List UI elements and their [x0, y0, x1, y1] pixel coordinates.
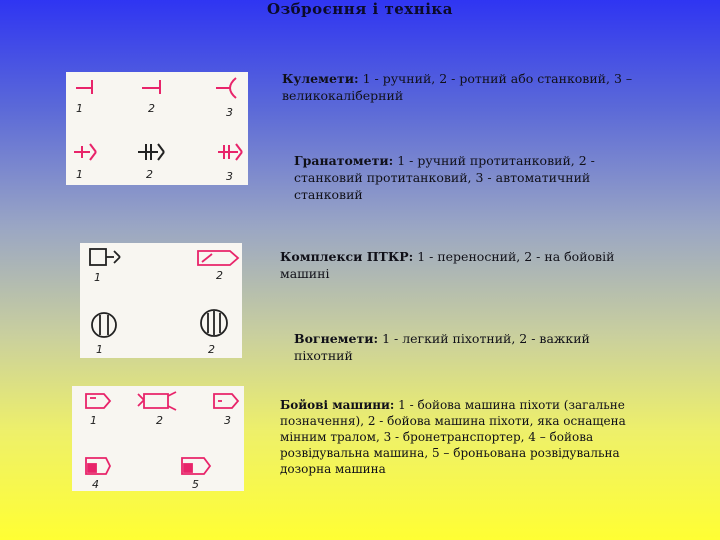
- recon-vehicle-symbol: [86, 458, 110, 474]
- section-text: 1 - переносний, 2 - на бойовій машині: [280, 249, 615, 281]
- automatic-grenade-launcher-symbol: [218, 144, 242, 160]
- combat-vehicles-symbols-panel: [72, 386, 244, 491]
- ifv-general-symbol: [86, 394, 110, 408]
- vehicle-atgm-symbol: [198, 251, 238, 265]
- heavy-machine-gun-symbol: [216, 78, 236, 98]
- label-3: 3: [226, 106, 233, 119]
- section-text: 1 - легкий піхотний, 2 - важкий піхотний: [294, 331, 590, 363]
- label-1: 1: [94, 271, 101, 284]
- label-3: 3: [226, 170, 233, 183]
- section-term: Кулемети:: [282, 71, 359, 86]
- label-1: 1: [90, 414, 97, 427]
- apc-symbol: [214, 394, 238, 408]
- page-title: Озброєння і техніка: [267, 0, 453, 18]
- label-1: 1: [76, 168, 83, 181]
- section-term: Вогнемети:: [294, 331, 379, 346]
- company-machine-gun-symbol: [142, 80, 160, 94]
- armored-recon-patrol-vehicle-symbol: [182, 458, 210, 474]
- label-2: 2: [148, 102, 155, 115]
- label-1: 1: [76, 102, 83, 115]
- heavy-flamethrower-symbol: [201, 310, 227, 336]
- light-machine-gun-symbol: [76, 80, 92, 94]
- label-3: 3: [224, 414, 231, 427]
- mounted-antitank-grenade-launcher-symbol: [138, 144, 164, 160]
- section-term: Комплекси ПТКР:: [280, 249, 414, 264]
- grenade-launchers-description: [294, 152, 639, 203]
- section-term: Бойові машини:: [280, 398, 395, 412]
- section-text: 1 - ручний, 2 - ротний або станковий, 3 – великокаліберний: [282, 71, 633, 103]
- label-2: 2: [156, 414, 163, 427]
- hand-antitank-grenade-launcher-symbol: [74, 144, 96, 160]
- portable-atgm-symbol: [90, 249, 120, 265]
- label-1: 1: [96, 343, 103, 356]
- atgm-flamethrower-symbols-panel: [80, 243, 242, 358]
- section-term: Гранатомети:: [294, 153, 394, 168]
- ifv-mine-trawl-symbol: [138, 392, 176, 410]
- light-flamethrower-symbol: [92, 313, 116, 337]
- label-5: 5: [192, 478, 199, 491]
- label-2: 2: [216, 269, 223, 282]
- atgm-description: [280, 248, 660, 282]
- section-text: 1 - ручний протитанковий, 2 - станковий протитанковий, 3 - автоматичний станковий: [294, 153, 595, 202]
- combat-vehicles-description: [280, 397, 650, 477]
- label-2: 2: [208, 343, 215, 356]
- machine-gun-grenade-symbols-panel: [66, 72, 248, 185]
- label-2: 2: [146, 168, 153, 181]
- flamethrowers-description: [294, 330, 634, 364]
- label-4: 4: [92, 478, 99, 491]
- machine-guns-description: [282, 70, 682, 104]
- section-text: 1 - бойова машина піхоти (загальне позначення), 2 - бойова машина піхоти, яка оснащена мінним тралом, 3 - бронетранспортер, 4 – бойова розвідувальна машина, 5 – броньована розвідувальна дозорна машина: [280, 398, 626, 476]
